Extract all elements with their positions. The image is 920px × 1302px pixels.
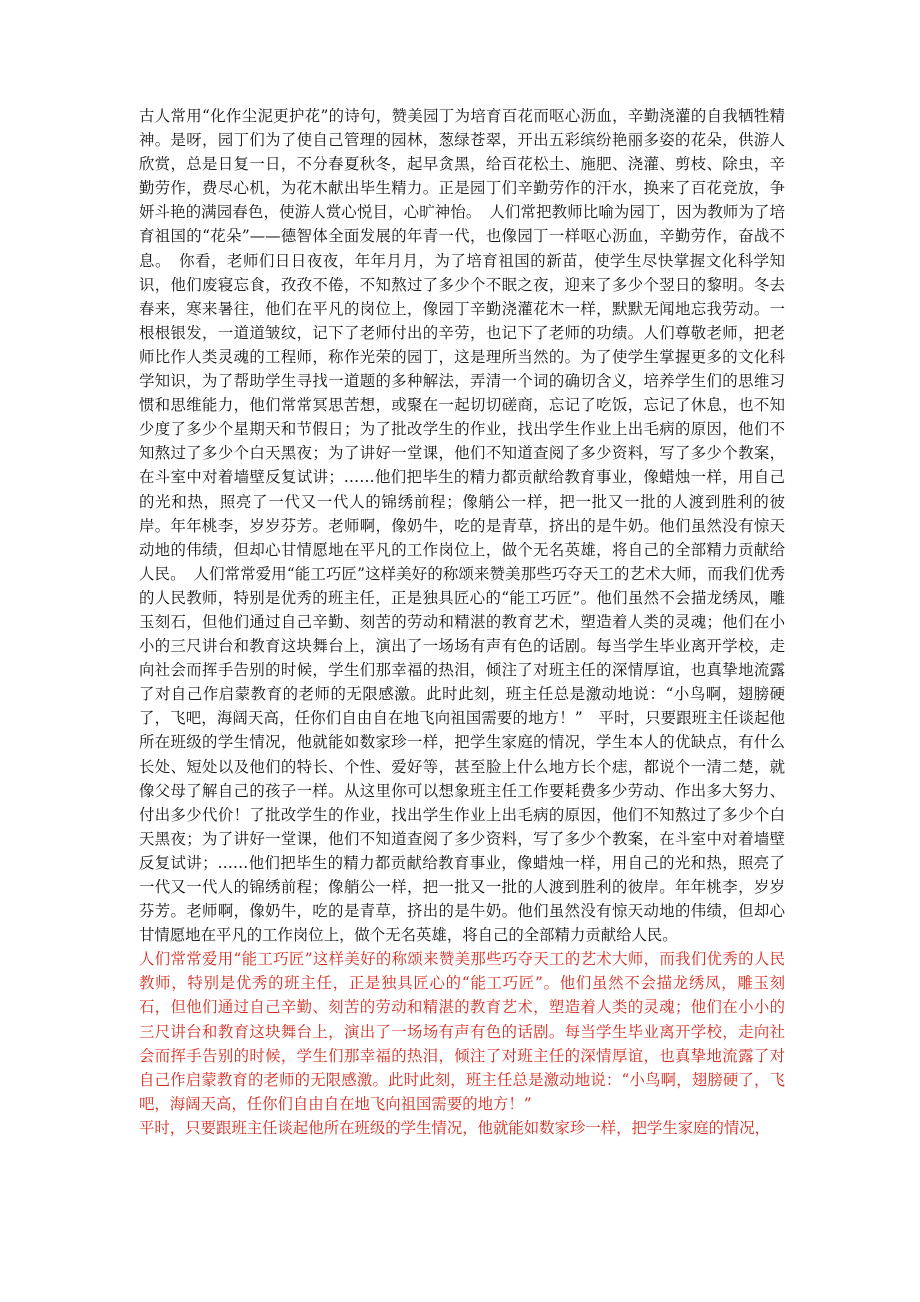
body-paragraph-1: 古人常用“化作尘泥更护花”的诗句，赞美园丁为培育百花而呕心沥血，辛勤浇灌的自我牺牲精神。是呀，园丁们为了使自己管理的园林，葱绿苍翠，开出五彩缤纷艳丽多姿的花朵，供游人欣赏，总是日复一日，不分春夏秋冬，起早贪黑，给百花松土、施肥、浇灌、剪枝、除虫，辛勤劳作，费尽心机，为花木献出毕生精力。正是园丁们辛勤劳作的汗水，换来了百花竞放，争妍斗艳的满园春色，使游人赏心悦目，心旷神怡。 人们常把教师比喻为园丁，因为教师为了培育祖国的“花朵”——德智体全面发展的年青一代，也像园丁一样呕心沥血，辛勤劳作，奋战不息。 你看，老师们日日夜夜，年年月月，为了培育祖国的新苗，使学生尽快掌握文化科学知识，他们废寝忘食，孜孜不倦，不知熬过了多少个不眠之夜，迎来了多少个翌日的黎明。冬去春来，寒来暑往，他们在平凡的岗位上，像园丁辛勤浇灌花木一样，默默无闻地忘我劳动。一根根银发，一道道皱纹，记下了老师付出的辛劳，也记下了老师的功绩。人们尊敬老师，把老师比作人类灵魂的工程师，称作光荣的园丁，这是理所当然的。为了使学生掌握更多的文化科学知识，为了帮助学生寻找一道题的多种解法，弄清一个词的确切含义，培养学生们的思维习惯和思维能力，他们常常冥思苦想，或聚在一起切切磋商，忘记了吃饭，忘记了休息，也不知少度了多少个星期天和节假日；为了批改学生的作业，找出学生作业上出毛病的原因，他们不知熬过了多少个白天黑夜；为了讲好一堂课，他们不知道查阅了多少资料，写了多少个教案，在斗室中对着墙壁反复试讲；……他们把毕生的精力都贡献给教育事业，像蜡烛一样，用自己的光和热，照亮了一代又一代人的锦绣前程；像艄公一样，把一批又一批的人渡到胜利的彼岸。年年桃李，岁岁芬芳。老师啊，像奶牛，吃的是青草，挤出的是牛奶。他们虽然没有惊天动地的伟绩，但却心甘情愿地在平凡的工作岗位上，做个无名英雄，将自己的全部精力贡献给人民。 人们常常爱用“能工巧匠”这样美好的称颂来赞美那些巧夺天工的艺术大师，而我们优秀的人民教师，特别是优秀的班主任，正是独具匠心的“能工巧匠”。他们虽然不会描龙绣凤，雕玉刻石，但他们通过自己辛勤、刻苦的劳动和精湛的教育艺术，塑造着人类的灵魂；他们在小小的三尺讲台和教育这块舞台上，演出了一场场有声有色的话剧。每当学生毕业离开学校，走向社会而挥手告别的时候，学生们那幸福的热泪，倾注了对班主任的深情厚谊，也真挚地流露了对自己作启蒙教育的老师的无限感激。此时此刻，班主任总是激动地说：“小鸟啊，翅膀硬了，飞吧，海阔天高，任你们自由自在地飞向祖国需要的地方！” 平时，只要跟班主任谈起他所在班级的学生情况，他就能如数家珍一样，把学生家庭的情况，学生本人的优缺点，有什么长处、短处以及他们的特长、个性、爱好等，甚至脸上什么地方长个痣，都说个一清二楚，就像父母了解自己的孩子一样。从这里你可以想象班主任工作要耗费多少劳动、作出多大努力、付出多少代价！了批改学生的作业，找出学生作业上出毛病的原因，他们不知熬过了多少个白天黑夜；为了讲好一堂课，他们不知道查阅了多少资料，写了多少个教案，在斗室中对着墙壁反复试讲；……他们把毕生的精力都贡献给教育事业，像蜡烛一样，用自己的光和热，照亮了一代又一代人的锦绣前程；像艄公一样，把一批又一批的人渡到胜利的彼岸。年年桃李，岁岁芬芳。老师啊，像奶牛，吃的是青草，挤出的是牛奶。他们虽然没有惊天动地的伟绩，但却心甘情愿地在平凡的工作岗位上，做个无名英雄，将自己的全部精力贡献给人民。 <box>139 107 785 945</box>
document-page <box>139 104 785 1140</box>
body-paragraph-2-highlighted: 人们常常爱用“能工巧匠”这样美好的称颂来赞美那些巧夺天工的艺术大师，而我们优秀的人民教师，特别是优秀的班主任，正是独具匠心的“能工巧匠”。他们虽然不会描龙绣凤，雕玉刻石，但他们通过自己辛勤、刻苦的劳动和精湛的教育艺术，塑造着人类的灵魂；他们在小小的三尺讲台和教育这块舞台上，演出了一场场有声有色的话剧。每当学生毕业离开学校，走向社会而挥手告别的时候，学生们那幸福的热泪，倾注了对班主任的深情厚谊，也真挚地流露了对自己作启蒙教育的老师的无限感激。此时此刻，班主任总是激动地说：“小鸟啊，翅膀硬了，飞吧，海阔天高，任你们自由自在地飞向祖国需要的地方！” <box>139 950 785 1113</box>
body-paragraph-3-highlighted: 平时，只要跟班主任谈起他所在班级的学生情况，他就能如数家珍一样，把学生家庭的情况， <box>139 1118 771 1137</box>
